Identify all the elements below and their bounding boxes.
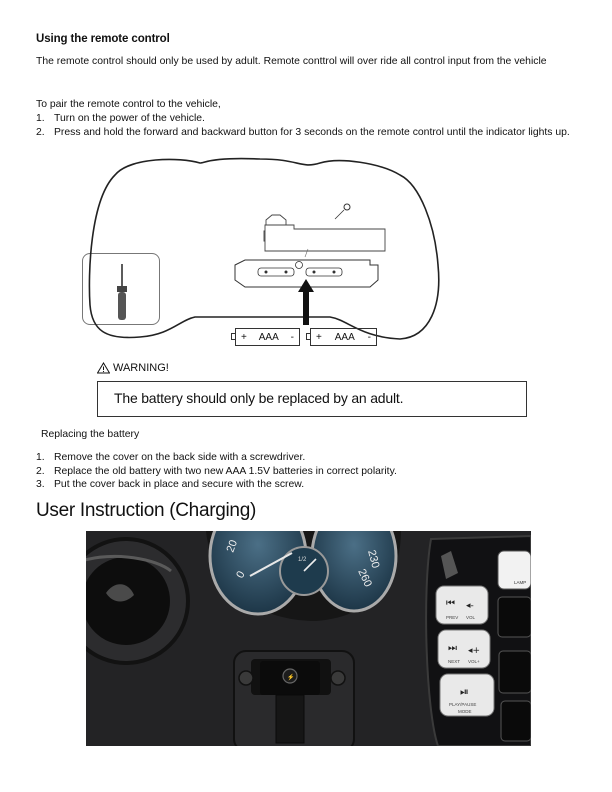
gauge-label: 0 bbox=[234, 569, 248, 581]
remote-control-diagram bbox=[80, 155, 460, 355]
svg-text:⏮: ⏮ bbox=[446, 598, 455, 609]
button-label: VOL bbox=[466, 615, 476, 620]
screw-icon bbox=[331, 671, 345, 685]
gauge-label: 20 bbox=[224, 538, 241, 555]
button-label: MODE bbox=[458, 709, 472, 714]
svg-text:◂+: ◂+ bbox=[468, 646, 481, 656]
button-label: PREV bbox=[446, 615, 459, 620]
svg-text:⏯: ⏯ bbox=[460, 685, 469, 698]
list-item: 1. Turn on the power of the vehicle. bbox=[36, 113, 205, 124]
remote-section-title: Using the remote control bbox=[36, 33, 170, 45]
button-label: VOL+ bbox=[468, 659, 480, 664]
pair-intro-text: To pair the remote control to the vehicle, bbox=[36, 99, 221, 110]
remote-intro-text: The remote control should only be used by adult. Remote conttrol will over ride all control input from the vehicle bbox=[36, 56, 547, 67]
list-item: 1. Remove the cover on the back side with a screwdriver. bbox=[36, 452, 306, 463]
battery-plus: + bbox=[316, 331, 322, 343]
gauge-label: 1/2 bbox=[298, 557, 307, 563]
replace-section-title: Replacing the battery bbox=[41, 429, 140, 440]
battery-aaa-2 bbox=[310, 328, 377, 346]
dashboard-photo bbox=[86, 531, 531, 746]
screw-icon bbox=[344, 204, 350, 210]
replace-steps-list bbox=[36, 451, 576, 492]
battery-aaa-1 bbox=[235, 328, 300, 346]
svg-text:⏭: ⏭ bbox=[448, 643, 457, 654]
button-label: LAMP bbox=[514, 580, 527, 585]
warning-box bbox=[97, 381, 527, 417]
list-item: 2. Replace the old battery with two new AAA 1.5V batteries in correct polarity. bbox=[36, 465, 397, 477]
battery-minus: - bbox=[290, 331, 294, 343]
warning-heading bbox=[97, 362, 169, 374]
button-label: PLAY/PAUSE bbox=[449, 702, 477, 707]
battery-minus: - bbox=[367, 331, 371, 343]
battery-label: AAA bbox=[258, 331, 279, 343]
battery-terminal bbox=[306, 333, 310, 340]
list-item: 2. Press and hold the forward and backward button for 3 seconds on the remote control until the indicator lights up. bbox=[36, 126, 570, 138]
battery-cover bbox=[265, 225, 385, 251]
gauge-label: 230 bbox=[365, 548, 382, 570]
svg-text:◂-: ◂- bbox=[466, 601, 474, 611]
battery-plus: + bbox=[241, 331, 247, 343]
list-item: 3. Put the cover back in place and secure with the screw. bbox=[36, 479, 305, 490]
battery-label: AAA bbox=[334, 331, 355, 343]
warning-label: WARNING! bbox=[113, 362, 169, 374]
battery-terminal bbox=[231, 333, 235, 340]
charging-section-title: User Instruction (Charging) bbox=[36, 500, 256, 521]
button-label: NEXT bbox=[448, 659, 461, 664]
warning-text: The battery should only be replaced by an adult. bbox=[114, 390, 404, 406]
prev-button[interactable] bbox=[436, 586, 488, 624]
svg-text:⚡: ⚡ bbox=[287, 675, 295, 681]
pair-steps-list bbox=[36, 112, 581, 139]
warning-triangle-icon bbox=[97, 362, 110, 374]
screw-icon bbox=[239, 671, 253, 685]
gauge-label: 260 bbox=[355, 567, 374, 589]
remote-outline bbox=[89, 159, 438, 339]
next-button[interactable] bbox=[438, 630, 490, 668]
